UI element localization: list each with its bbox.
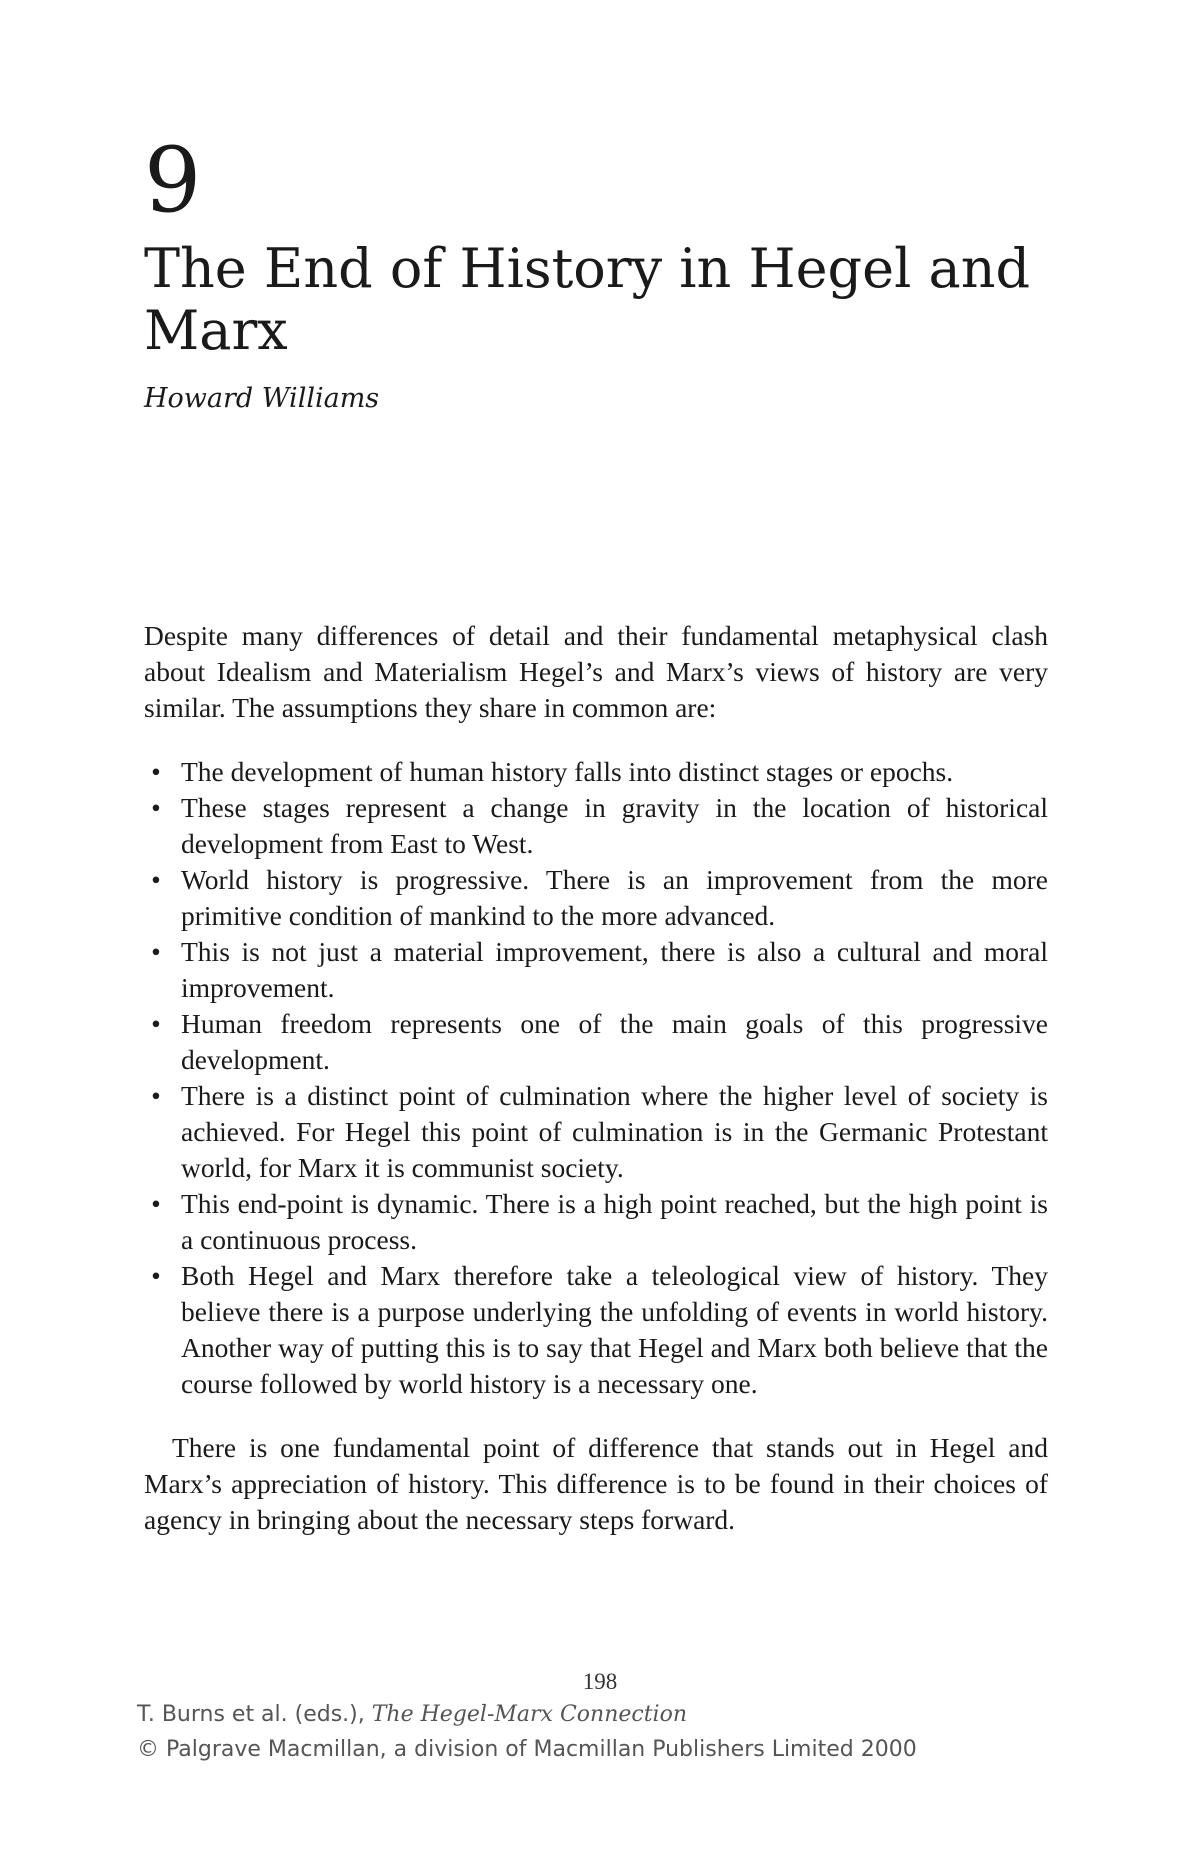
bullet-icon: •: [151, 1188, 161, 1219]
list-item-text: This end-point is dynamic. There is a high point reached, but the high point is a continuous process.: [181, 1188, 1048, 1255]
closing-paragraph: There is one fundamental point of difference that stands out in Hegel and Marx’s appreciation of history. This difference is to be found in their choices of agency in bringing about the necessary steps forward.: [144, 1432, 1048, 1535]
list-item-text: The development of human history falls into distinct stages or epochs.: [181, 756, 954, 787]
list-item: [144, 1006, 1048, 1078]
list-item-text: This is not just a material improvement, there is also a cultural and moral improvement.: [181, 936, 1048, 1003]
chapter-body: [144, 618, 1048, 1538]
list-item-text: There is a distinct point of culmination where the higher level of society is achieved. For Hegel this point of culmination is in the Germanic Protestant world, for Marx it is communist society.: [181, 1080, 1048, 1183]
bullet-icon: •: [151, 864, 161, 895]
page-number: 198: [582, 1669, 618, 1694]
list-item: [144, 790, 1048, 862]
bullet-icon: •: [151, 1260, 161, 1291]
list-item: [144, 1258, 1048, 1402]
list-item: [144, 862, 1048, 934]
bullet-icon: •: [151, 936, 161, 967]
chapter-title: The End of History in Hegel and Marx: [144, 237, 1031, 362]
shared-assumptions-list: [144, 754, 1048, 1402]
bullet-icon: •: [151, 1080, 161, 1111]
intro-paragraph: Despite many differences of detail and their fundamental metaphysical clash about Idealism and Materialism Hegel’s and Marx’s views of history are very similar. The assumptions they share in common are:: [144, 620, 1048, 723]
list-item-text: World history is progressive. There is an improvement from the more primitive condition of mankind to the more advanced.: [181, 864, 1048, 931]
copyright-line: © Palgrave Macmillan, a division of Macmillan Publishers Limited 2000: [137, 1737, 917, 1762]
list-item-text: These stages represent a change in gravity in the location of historical development from East to West.: [181, 792, 1048, 859]
list-item: [144, 1078, 1048, 1186]
citation-editors: T. Burns et al. (eds.),: [137, 1702, 372, 1727]
list-item: [144, 754, 1048, 790]
list-item: [144, 934, 1048, 1006]
citation-book-title: The Hegel-Marx Connection: [371, 1702, 687, 1727]
chapter-number: 9: [144, 128, 202, 233]
chapter-author: Howard Williams: [144, 383, 380, 414]
bullet-icon: •: [151, 792, 161, 823]
bullet-icon: •: [151, 1008, 161, 1039]
list-item-text: Human freedom represents one of the main goals of this progressive development.: [181, 1008, 1048, 1075]
bullet-icon: •: [151, 756, 161, 787]
list-item: [144, 1186, 1048, 1258]
list-item-text: Both Hegel and Marx therefore take a teleological view of history. They believe there is a purpose underlying the unfolding of events in world history. Another way of putting this is to say that Hegel and Marx both believe that the course followed by world history is a necessary one.: [181, 1260, 1048, 1399]
citation-line: [137, 1701, 687, 1729]
